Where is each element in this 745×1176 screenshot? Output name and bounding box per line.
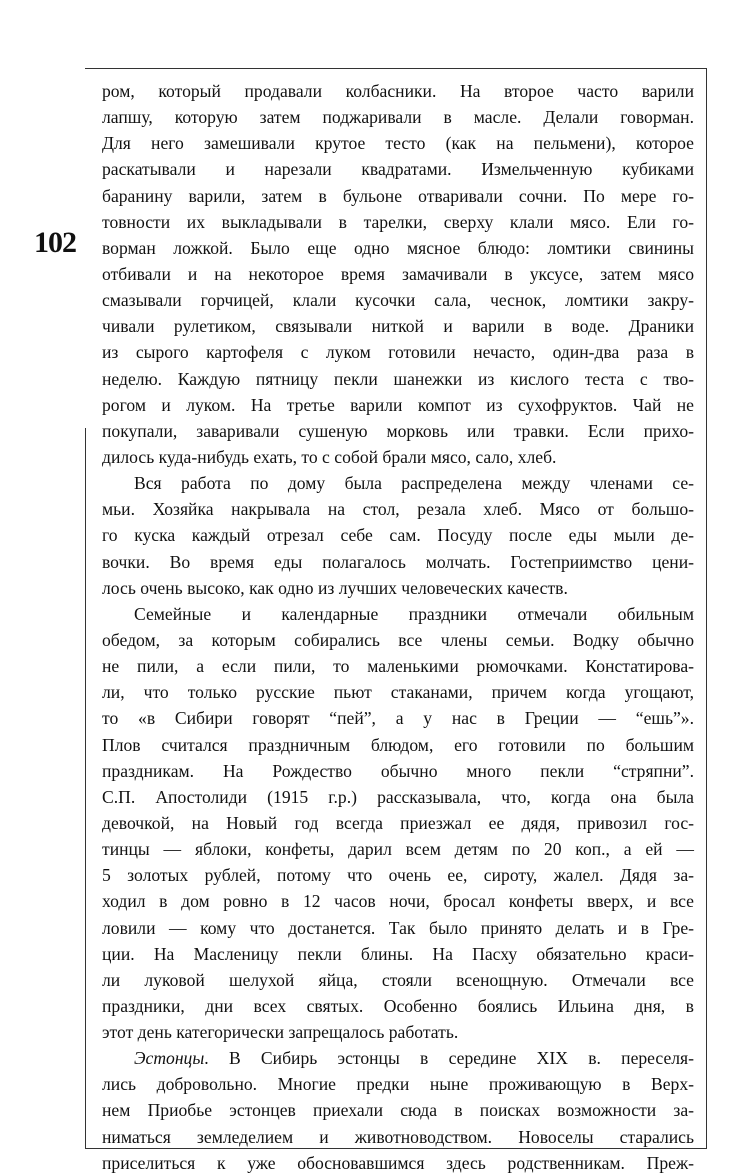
- text-line: [102, 444, 694, 470]
- text-line: [102, 1071, 694, 1097]
- left-rule: [85, 428, 86, 1148]
- text-line: [102, 339, 694, 365]
- line-text: С.П. Апостолиди (1915 г.р.) рассказывала, что, когда она была: [102, 786, 694, 807]
- line-text: покупали, заваривали сушеную морковь или травки. Если прихо-: [102, 420, 694, 441]
- line-text: обедом, за которым собирались все члены семьи. Водку обычно: [102, 629, 694, 650]
- text-line: [102, 313, 694, 339]
- line-text: отбивали и на некоторое время замачивали в уксусе, затем мясо: [102, 263, 694, 284]
- text-line: [102, 1097, 694, 1123]
- body-text: [102, 78, 694, 1176]
- text-line: [102, 915, 694, 941]
- right-rule: [706, 68, 707, 1148]
- line-text: лапшу, которую затем поджаривали в масле. Делали говорман.: [102, 107, 694, 128]
- text-line: [102, 130, 694, 156]
- line-text: девочкой, на Новый год всегда приезжал ее дядя, привозил гос-: [102, 812, 694, 833]
- line-text: ром, который продавали колбасники. На второе часто варили: [102, 81, 694, 101]
- text-line: [102, 601, 694, 627]
- text-line: [102, 496, 694, 522]
- text-line: [102, 287, 694, 313]
- page-number: 102: [34, 226, 76, 259]
- text-line: [102, 836, 694, 862]
- text-line: [102, 575, 694, 601]
- line-text: . В Сибирь эстонцы в середине XIX в. переселя-: [204, 1048, 694, 1069]
- top-rule: [85, 68, 707, 69]
- text-line: [102, 156, 694, 182]
- line-text: товности их выкладывали в тарелки, сверху клали мясо. Ели го-: [102, 211, 694, 232]
- line-text: тинцы — яблоки, конфеты, дарил всем детям по 20 коп., а ей —: [102, 839, 694, 860]
- line-text: баранину варили, затем в бульоне отваривали сочни. По мере го-: [102, 185, 694, 206]
- line-text: неделю. Каждую пятницу пекли шанежки из кислого теста с тво-: [102, 368, 694, 389]
- text-line: [102, 679, 694, 705]
- line-text: приселиться к уже обосновавшимся здесь родственникам. Преж-: [102, 1152, 694, 1173]
- text-line: [102, 993, 694, 1019]
- text-line: [102, 235, 694, 261]
- text-line: [102, 1045, 694, 1071]
- text-line: [102, 653, 694, 679]
- line-text: ловили — кому что достанется. Так было принято делать и в Гре-: [102, 917, 694, 938]
- text-line: [102, 862, 694, 888]
- line-text: ли луковой шелухой яйца, стояли всенощную. Отмечали все: [102, 969, 694, 990]
- text-line: [102, 967, 694, 993]
- line-text: рогом и луком. На третье варили компот из сухофруктов. Чай не: [102, 394, 694, 415]
- line-text: Семейные и календарные праздники отмечали обильным: [134, 603, 694, 624]
- line-text: смазывали горчицей, клали кусочки сала, чеснок, ломтики закру-: [102, 290, 694, 311]
- line-text: Для него замешивали крутое тесто (как на пельмени), которое: [102, 133, 694, 154]
- text-line: [102, 104, 694, 130]
- text-line: [102, 1150, 694, 1176]
- line-text: лись добровольно. Многие предки ныне проживающую в Верх-: [102, 1074, 694, 1095]
- line-text: 5 золотых рублей, потому что очень ее, сироту, жалел. Дядя за-: [102, 865, 694, 886]
- line-text: дилось куда-нибудь ехать, то с собой брали мясо, сало, хлеб.: [102, 446, 557, 467]
- text-line: [102, 78, 694, 104]
- text-line: [102, 627, 694, 653]
- text-line: [102, 261, 694, 287]
- text-line: [102, 549, 694, 575]
- line-text: ли, что только русские пьют стаканами, причем когда угощают,: [102, 682, 694, 703]
- text-line: [102, 888, 694, 914]
- line-text: Вся работа по дому была распределена между членами се-: [134, 473, 694, 494]
- text-line: [102, 470, 694, 496]
- text-line: [102, 1124, 694, 1150]
- text-line: [102, 209, 694, 235]
- line-text: мьи. Хозяйка накрывала на стол, резала хлеб. Мясо от большо-: [102, 499, 694, 520]
- line-text: лось очень высоко, как одно из лучших человеческих качеств.: [102, 577, 568, 598]
- line-text: этот день категорически запрещалось работать.: [102, 1022, 459, 1043]
- line-text: из сырого картофеля с луком готовили нечасто, один-два раза в: [102, 342, 694, 363]
- line-text: вочки. Во время еды полагалось молчать. Гостеприимство цени-: [102, 551, 694, 572]
- line-text: ниматься земледелием и животноводством. Новоселы старались: [102, 1126, 694, 1147]
- text-line: [102, 183, 694, 209]
- text-line: [102, 392, 694, 418]
- line-text: ворман ложкой. Было еще одно мясное блюдо: ломтики свинины: [102, 237, 694, 258]
- text-line: [102, 522, 694, 548]
- line-text: го куска каждый отрезал себе сам. Посуду после еды мыли де-: [102, 525, 694, 546]
- text-line: [102, 705, 694, 731]
- text-line: [102, 1019, 694, 1045]
- line-text: нем Приобье эстонцев приехали сюда в поисках возможности за-: [102, 1100, 694, 1121]
- line-text: то «в Сибири говорят “пей”, а у нас в Греции — “ешь”».: [102, 708, 694, 729]
- line-text: раскатывали и нарезали квадратами. Измельченную кубиками: [102, 159, 694, 180]
- text-line: [102, 418, 694, 444]
- text-line: [102, 366, 694, 392]
- text-line: [102, 810, 694, 836]
- text-line: [102, 784, 694, 810]
- line-text: ходил в дом ровно в 12 часов ночи, бросал конфеты вверх, и все: [102, 891, 694, 912]
- line-text: праздникам. На Рождество обычно много пекли “стряпни”.: [102, 760, 694, 781]
- line-text: праздники, дни всех святых. Особенно боялись Ильина дня, в: [102, 995, 694, 1016]
- text-line: [102, 732, 694, 758]
- section-heading-italic: Эстонцы: [134, 1048, 205, 1069]
- line-text: ции. На Масленицу пекли блины. На Пасху обязательно краси-: [102, 943, 694, 964]
- text-line: [102, 758, 694, 784]
- line-text: не пили, а если пили, то маленькими рюмочками. Констатирова-: [102, 656, 694, 677]
- line-text: чивали рулетиком, связывали ниткой и варили в воде. Драники: [102, 316, 694, 337]
- line-text: Плов считался праздничным блюдом, его готовили по большим: [102, 734, 694, 755]
- text-line: [102, 941, 694, 967]
